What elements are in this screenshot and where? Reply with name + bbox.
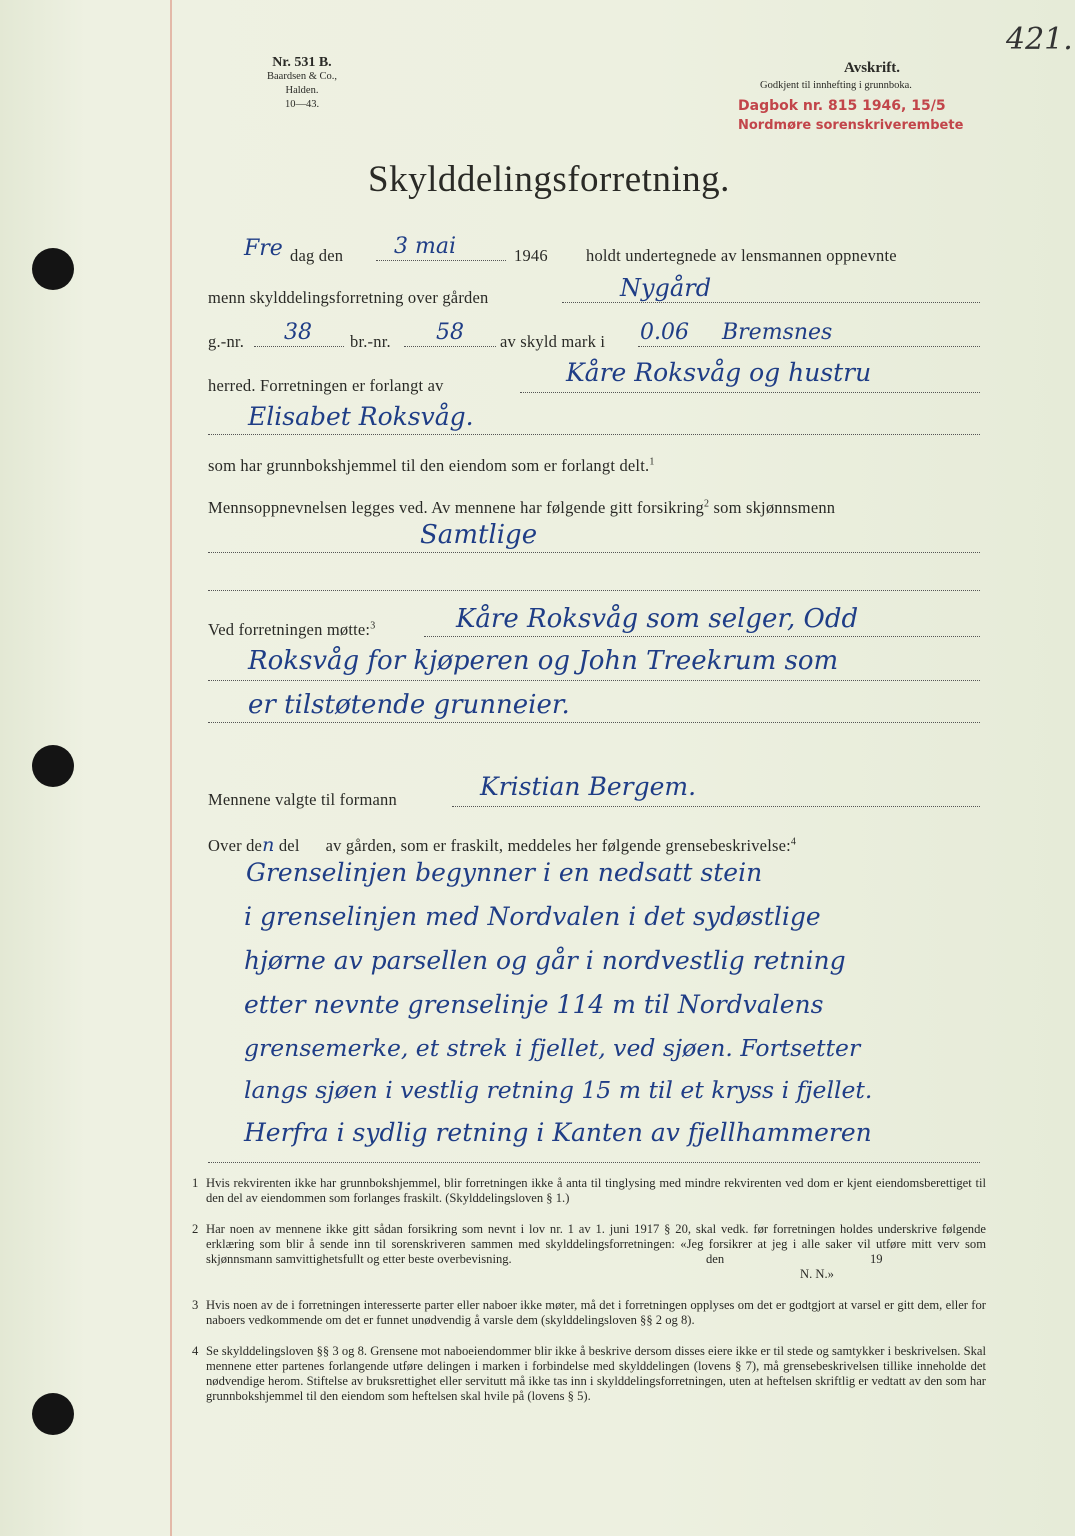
description-line: hjørne av parsellen og går i nordvestlig retning: [244, 946, 846, 975]
attendees-3: er tilstøtende grunneier.: [248, 690, 570, 720]
attendees-2: Roksvåg for kjøperen og John Treekrum som: [248, 646, 839, 676]
year-value: 1946: [514, 246, 548, 265]
description-line: grensemerke, et strek i fjellet, ved sjøen. Fortsetter: [244, 1034, 861, 1062]
page-title: Skylddelingsforretning.: [368, 159, 730, 200]
bnr-label: br.-nr.: [350, 332, 391, 351]
date-value: 3 mai: [394, 234, 457, 259]
printer: Baardsen & Co., Halden.: [267, 71, 337, 96]
hjemmel-text: som har grunnbokshjemmel til den eiendom som er forlangt delt.$^1$: [208, 456, 655, 475]
oath-underline: [208, 552, 980, 553]
oath-underline-2: [208, 590, 980, 591]
requested-underline-2: [208, 434, 980, 435]
requested-by: Kåre Roksvåg og hustru: [566, 358, 872, 387]
attendees-1: Kåre Roksvåg som selger, Odd: [456, 604, 859, 634]
oath-text: Mennsoppnevnelsen legges ved. Av mennene har følgende gitt forsikring$^2$ som skjønnsmenn: [208, 498, 836, 517]
description-line: etter nevnte grenselinje 114 m til Nordvalens: [244, 990, 824, 1019]
farm-underline: [562, 302, 980, 303]
attendees-underline-2: [208, 680, 980, 681]
approved-text: Godkjent til innhefting i grunnboka.: [760, 80, 912, 91]
copy-label: Avskrift.: [844, 60, 900, 76]
requested-label: herred. Forretningen er forlangt av: [208, 376, 444, 395]
footnote-3: 3 Hvis noen av de i forretningen interesserte parter eller naboer ikke møter, må det i forretningen opplyses om det er godtgjort at varsel er gitt dem, eller for naboers vedkommende om det er funnet unødvendig å varsle dem (skylddelingsloven §§ 2 og 8).: [192, 1298, 986, 1327]
bnr-underline: [404, 346, 496, 347]
farm-label: menn skylddelingsforretning over gården: [208, 288, 489, 307]
attendees-underline: [424, 636, 980, 637]
attendees-underline-3: [208, 722, 980, 723]
margin-line: [170, 0, 172, 1536]
stamp-office: Nordmøre sorenskriverembete: [738, 118, 964, 133]
footnote-1: 1 Hvis rekvirenten ikke har grunnbokshjemmel, blir forretningen ikke å anta til tinglysing med mindre rekvirenten ved dom er kjent eiendomsberettiget til den del av eiendommen som forlanges fraskilt. (Skylddelingsloven § 1.): [192, 1176, 986, 1205]
date-underline: [376, 260, 506, 261]
gnr-label: g.-nr.: [208, 332, 245, 351]
skyld-underline: [638, 346, 980, 347]
farm-name: Nygård: [620, 274, 712, 302]
gnr-value: 38: [284, 320, 312, 345]
punch-hole: [32, 745, 74, 787]
punch-hole: [32, 1393, 74, 1435]
form-info: [254, 56, 350, 112]
gnr-underline: [254, 346, 344, 347]
description-line: i grenselinjen med Nordvalen i det sydøstlige: [244, 902, 821, 931]
chairman-name: Kristian Bergem.: [480, 772, 697, 801]
boundary-label: Over den del av gården, som er fraskilt, meddeles her følgende grensebeskrivelse:$^4$: [208, 834, 797, 856]
skyld-value: 0.06: [640, 320, 689, 345]
page-number: 421.: [1006, 22, 1073, 57]
chairman-underline: [452, 806, 980, 807]
footnote-4: 4 Se skylddelingsloven §§ 3 og 8. Grensene mot naboeiendommer blir ikke å beskrive dersom disses eiere ikke er til stede og samtykker i beskrivelsen. Skal mennene etter partenes forlangende utføre delingen i marken i forbindelse med skylddelingen (lovens § 7), må grensebeskrivelsen tillike inneholde det nødvendige herom. Stiftelse av bruksrettighet eller servitutt må ikke tas inn i skylddelingsforretningen, uten at heftelsen skriftlig er vedtatt av den som har grunnbokshjemmel til den eiendom som heftelsen skal hvile på (lovens § 5).: [192, 1344, 986, 1403]
bnr-value: 58: [436, 320, 464, 345]
description-line: Grenselinjen begynner i en nedsatt stein: [246, 858, 763, 887]
skyld-label: av skyld mark i: [500, 332, 606, 351]
oath-answer: Samtlige: [420, 520, 538, 550]
description-line: Herfra i sydlig retning i Kanten av fjellhammeren: [244, 1118, 872, 1147]
stamp-diary: Dagbok nr. 815 1946, 15/5: [738, 98, 946, 114]
day-prefix: Fre: [244, 236, 283, 261]
print-date: 10—43.: [284, 99, 320, 110]
chairman-label: Mennene valgte til formann: [208, 790, 397, 809]
herred-name: Bremsnes: [722, 320, 833, 345]
day-label: dag den: [290, 246, 344, 265]
attendees-label: Ved forretningen møtte:$^3$: [208, 620, 376, 639]
punch-hole: [32, 248, 74, 290]
form-number: Nr. 531 B.: [272, 55, 332, 70]
footnote-2: 2 Har noen av mennene ikke gitt sådan forsikring som nevnt i lov nr. 1 av 1. juni 1917 § 20, skal vedk. før forretningen holdes underskrive følgende erklæring som blir å sende inn til sorenskriveren sammen med skylddelingsforretningen: «Jeg forsikrer at jeg i alle saker vil utføre mitt verv som skjønnsmann samvittighetsfullt og etter beste overbevisning. den 19 N. N.»: [192, 1222, 986, 1281]
description-underline: [208, 1162, 980, 1163]
requested-underline: [520, 392, 980, 393]
requested-by-continued: Elisabet Roksvåg.: [248, 402, 474, 431]
description-line: langs sjøen i vestlig retning 15 m til et kryss i fjellet.: [244, 1076, 873, 1104]
held-text: holdt undertegnede av lensmannen oppnevnte: [586, 246, 897, 265]
